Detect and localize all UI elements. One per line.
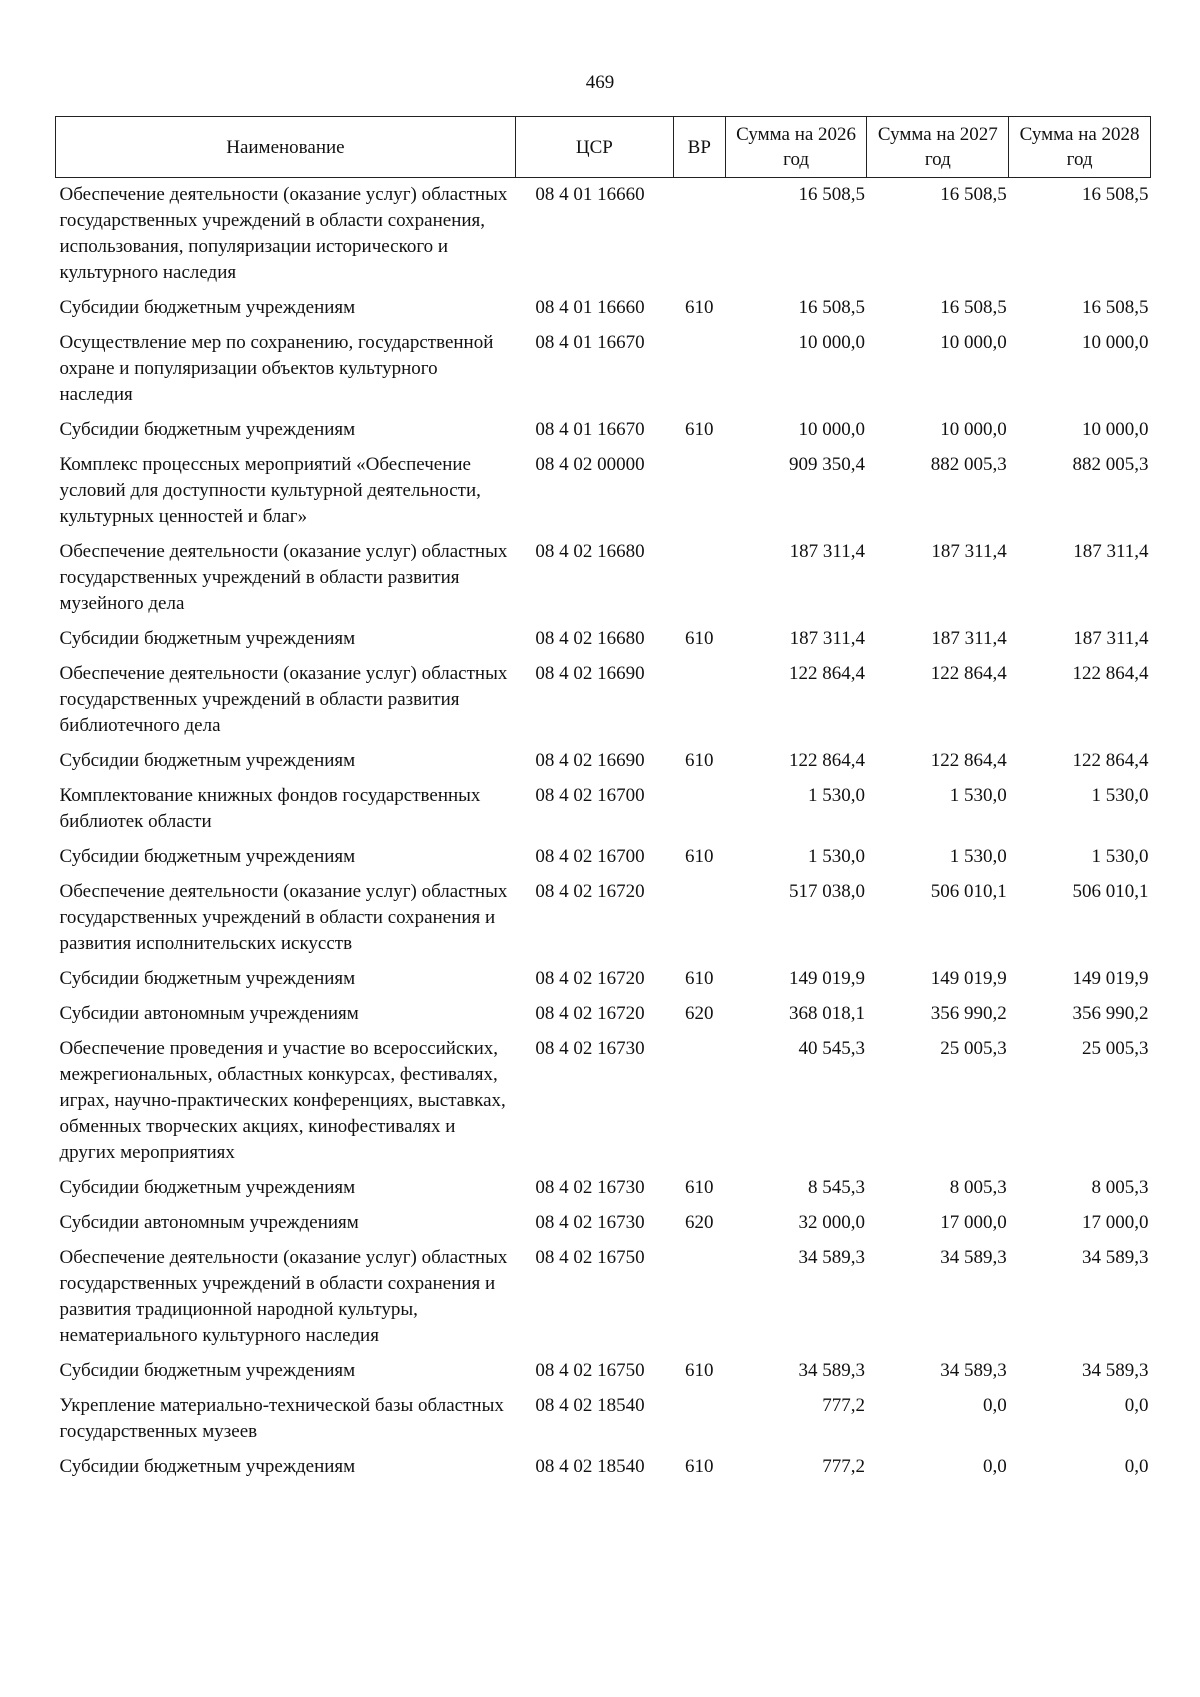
header-vr: ВР: [673, 117, 725, 178]
table-row: [56, 535, 1151, 622]
cell-name: Укрепление материально-технической базы областных государственных музеев: [59, 1395, 504, 1442]
cell-sum-2027: 16 508,5: [940, 297, 1007, 318]
cell-sum-2026: 32 000,0: [798, 1212, 865, 1233]
budget-table: [55, 116, 1151, 1485]
cell-sum-2027: 10 000,0: [940, 332, 1007, 353]
cell-sum-2026: 1 530,0: [807, 846, 865, 867]
table-row: [56, 875, 1151, 962]
cell-vr: [673, 326, 725, 413]
table-row: [56, 962, 1151, 997]
table-row: [56, 622, 1151, 657]
cell-csr: 08 4 02 16750: [535, 1247, 645, 1268]
cell-sum-2028: 122 864,4: [1072, 750, 1149, 771]
cell-name: Субсидии бюджетным учреждениям: [59, 750, 356, 771]
cell-name: Обеспечение деятельности (оказание услуг) областных государственных учреждений в области сохранения и развития исполнительских искусств: [59, 881, 508, 954]
cell-csr: 08 4 01 16670: [535, 419, 645, 440]
cell-vr: [673, 535, 725, 622]
cell-vr: [673, 448, 725, 535]
cell-sum-2027: 1 530,0: [949, 785, 1007, 806]
table-row: [56, 1171, 1151, 1206]
cell-vr: 610: [685, 1456, 714, 1477]
cell-sum-2028: 187 311,4: [1073, 541, 1149, 562]
cell-sum-2026: 149 019,9: [788, 968, 865, 989]
cell-sum-2026: 517 038,0: [788, 881, 865, 902]
cell-sum-2027: 34 589,3: [940, 1247, 1007, 1268]
cell-csr: 08 4 02 18540: [535, 1456, 645, 1477]
cell-csr: 08 4 02 16720: [535, 1003, 645, 1024]
table-row: [56, 840, 1151, 875]
cell-vr: [673, 657, 725, 744]
cell-sum-2026: 187 311,4: [789, 541, 865, 562]
cell-name: Обеспечение деятельности (оказание услуг) областных государственных учреждений в области сохранения и развития традиционной народной культуры, нематериального культурного наследия: [59, 1247, 508, 1346]
cell-name: Обеспечение деятельности (оказание услуг) областных государственных учреждений в области развития музейного дела: [59, 541, 508, 614]
cell-sum-2026: 777,2: [822, 1456, 865, 1477]
cell-vr: 610: [685, 297, 714, 318]
table-row: [56, 413, 1151, 448]
cell-name: Субсидии бюджетным учреждениям: [59, 297, 356, 318]
cell-csr: 08 4 02 16690: [535, 750, 645, 771]
cell-sum-2028: 8 005,3: [1091, 1177, 1149, 1198]
cell-name: Субсидии бюджетным учреждениям: [59, 1360, 356, 1381]
cell-sum-2027: 882 005,3: [930, 454, 1007, 475]
cell-sum-2027: 0,0: [982, 1456, 1007, 1477]
cell-vr: 610: [685, 1360, 714, 1381]
header-sum-2026: Сумма на 2026 год: [725, 117, 867, 178]
cell-sum-2027: 10 000,0: [940, 419, 1007, 440]
table-row: [56, 1450, 1151, 1485]
header-name: Наименование: [56, 117, 516, 178]
cell-sum-2026: 1 530,0: [807, 785, 865, 806]
cell-name: Субсидии бюджетным учреждениям: [59, 628, 356, 649]
cell-sum-2028: 1 530,0: [1091, 846, 1149, 867]
table-row: [56, 291, 1151, 326]
cell-csr: 08 4 02 16720: [535, 881, 645, 902]
cell-name: Осуществление мер по сохранению, государственной охране и популяризации объектов культурного наследия: [59, 332, 494, 405]
cell-name: Комплектование книжных фондов государственных библиотек области: [59, 785, 481, 832]
cell-vr: [673, 875, 725, 962]
cell-sum-2027: 356 990,2: [930, 1003, 1007, 1024]
table-row: [56, 657, 1151, 744]
cell-vr: [673, 1032, 725, 1171]
cell-name: Комплекс процессных мероприятий «Обеспечение условий для доступности культурной деятельности, культурных ценностей и благ»: [59, 454, 481, 527]
table-row: [56, 326, 1151, 413]
cell-sum-2027: 8 005,3: [949, 1177, 1007, 1198]
cell-sum-2026: 122 864,4: [788, 663, 865, 684]
cell-sum-2028: 34 589,3: [1082, 1360, 1149, 1381]
cell-sum-2028: 25 005,3: [1082, 1038, 1149, 1059]
cell-name: Субсидии бюджетным учреждениям: [59, 419, 356, 440]
cell-sum-2028: 17 000,0: [1082, 1212, 1149, 1233]
header-sum-2028: Сумма на 2028 год: [1009, 117, 1151, 178]
cell-csr: 08 4 02 16730: [535, 1038, 645, 1059]
table-header-row: [56, 117, 1151, 178]
cell-vr: [673, 1241, 725, 1354]
cell-csr: 08 4 02 16730: [535, 1177, 645, 1198]
cell-sum-2026: 777,2: [822, 1395, 865, 1416]
cell-sum-2027: 506 010,1: [930, 881, 1007, 902]
cell-name: Субсидии бюджетным учреждениям: [59, 968, 356, 989]
cell-sum-2028: 10 000,0: [1082, 419, 1149, 440]
cell-csr: 08 4 02 16750: [535, 1360, 645, 1381]
cell-csr: 08 4 01 16660: [535, 184, 645, 205]
cell-sum-2027: 149 019,9: [930, 968, 1007, 989]
cell-sum-2027: 122 864,4: [930, 663, 1007, 684]
page-number: 469: [585, 72, 615, 93]
table-row: [56, 448, 1151, 535]
cell-sum-2028: 16 508,5: [1082, 297, 1149, 318]
cell-csr: 08 4 02 16730: [535, 1212, 645, 1233]
cell-name: Обеспечение проведения и участие во всероссийских, межрегиональных, областных конкурсах, фестивалях, играх, научно-практических конференциях, выставках, обменных творческих акциях, кинофестивалях и других мероприятиях: [59, 1038, 506, 1163]
cell-sum-2026: 10 000,0: [798, 419, 865, 440]
cell-sum-2027: 25 005,3: [940, 1038, 1007, 1059]
cell-sum-2028: 506 010,1: [1072, 881, 1149, 902]
cell-csr: 08 4 01 16660: [535, 297, 645, 318]
cell-csr: 08 4 02 18540: [535, 1395, 645, 1416]
cell-name: Субсидии бюджетным учреждениям: [59, 1177, 356, 1198]
cell-sum-2028: 10 000,0: [1082, 332, 1149, 353]
cell-vr: [673, 779, 725, 840]
cell-sum-2026: 16 508,5: [798, 184, 865, 205]
cell-sum-2027: 187 311,4: [931, 541, 1007, 562]
cell-sum-2027: 1 530,0: [949, 846, 1007, 867]
cell-sum-2026: 8 545,3: [807, 1177, 865, 1198]
cell-csr: 08 4 02 00000: [535, 454, 645, 475]
table-row: [56, 744, 1151, 779]
cell-vr: 610: [685, 750, 714, 771]
header-csr: ЦСР: [515, 117, 673, 178]
cell-sum-2026: 368 018,1: [788, 1003, 865, 1024]
cell-sum-2028: 122 864,4: [1072, 663, 1149, 684]
cell-sum-2026: 34 589,3: [798, 1247, 865, 1268]
cell-sum-2026: 10 000,0: [798, 332, 865, 353]
table-row: [56, 178, 1151, 292]
cell-sum-2028: 356 990,2: [1072, 1003, 1149, 1024]
cell-csr: 08 4 02 16680: [535, 541, 645, 562]
cell-sum-2028: 0,0: [1124, 1395, 1149, 1416]
cell-sum-2026: 909 350,4: [788, 454, 865, 475]
table-row: [56, 997, 1151, 1032]
cell-name: Субсидии автономным учреждениям: [59, 1212, 359, 1233]
table-row: [56, 1354, 1151, 1389]
cell-vr: [673, 1389, 725, 1450]
cell-sum-2027: 187 311,4: [931, 628, 1007, 649]
cell-vr: 610: [685, 419, 714, 440]
cell-csr: 08 4 02 16690: [535, 663, 645, 684]
cell-sum-2026: 187 311,4: [789, 628, 865, 649]
cell-csr: 08 4 02 16700: [535, 785, 645, 806]
cell-sum-2028: 16 508,5: [1082, 184, 1149, 205]
cell-sum-2027: 122 864,4: [930, 750, 1007, 771]
cell-sum-2027: 34 589,3: [940, 1360, 1007, 1381]
cell-vr: 620: [685, 1003, 714, 1024]
cell-sum-2027: 17 000,0: [940, 1212, 1007, 1233]
table-row: [56, 1241, 1151, 1354]
header-sum-2027: Сумма на 2027 год: [867, 117, 1009, 178]
cell-name: Обеспечение деятельности (оказание услуг) областных государственных учреждений в области развития библиотечного дела: [59, 663, 508, 736]
cell-name: Субсидии автономным учреждениям: [59, 1003, 359, 1024]
cell-sum-2026: 16 508,5: [798, 297, 865, 318]
cell-sum-2026: 122 864,4: [788, 750, 865, 771]
cell-vr: 620: [685, 1212, 714, 1233]
cell-vr: [673, 178, 725, 292]
cell-sum-2027: 16 508,5: [940, 184, 1007, 205]
cell-csr: 08 4 02 16680: [535, 628, 645, 649]
cell-sum-2028: 0,0: [1124, 1456, 1149, 1477]
cell-sum-2028: 1 530,0: [1091, 785, 1149, 806]
cell-sum-2028: 149 019,9: [1072, 968, 1149, 989]
cell-name: Субсидии бюджетным учреждениям: [59, 1456, 356, 1477]
table-row: [56, 779, 1151, 840]
cell-name: Субсидии бюджетным учреждениям: [59, 846, 356, 867]
table-body: [56, 178, 1151, 1486]
cell-sum-2027: 0,0: [982, 1395, 1007, 1416]
cell-vr: 610: [685, 628, 714, 649]
table-row: [56, 1032, 1151, 1171]
cell-name: Обеспечение деятельности (оказание услуг) областных государственных учреждений в области сохранения, использования, популяризации исторического и культурного наследия: [59, 184, 508, 283]
table-row: [56, 1206, 1151, 1241]
cell-sum-2028: 34 589,3: [1082, 1247, 1149, 1268]
table-row: [56, 1389, 1151, 1450]
cell-sum-2026: 34 589,3: [798, 1360, 865, 1381]
cell-csr: 08 4 01 16670: [535, 332, 645, 353]
cell-vr: 610: [685, 968, 714, 989]
cell-csr: 08 4 02 16700: [535, 846, 645, 867]
cell-sum-2026: 40 545,3: [798, 1038, 865, 1059]
cell-vr: 610: [685, 1177, 714, 1198]
cell-sum-2028: 882 005,3: [1072, 454, 1149, 475]
cell-vr: 610: [685, 846, 714, 867]
cell-csr: 08 4 02 16720: [535, 968, 645, 989]
cell-sum-2028: 187 311,4: [1073, 628, 1149, 649]
